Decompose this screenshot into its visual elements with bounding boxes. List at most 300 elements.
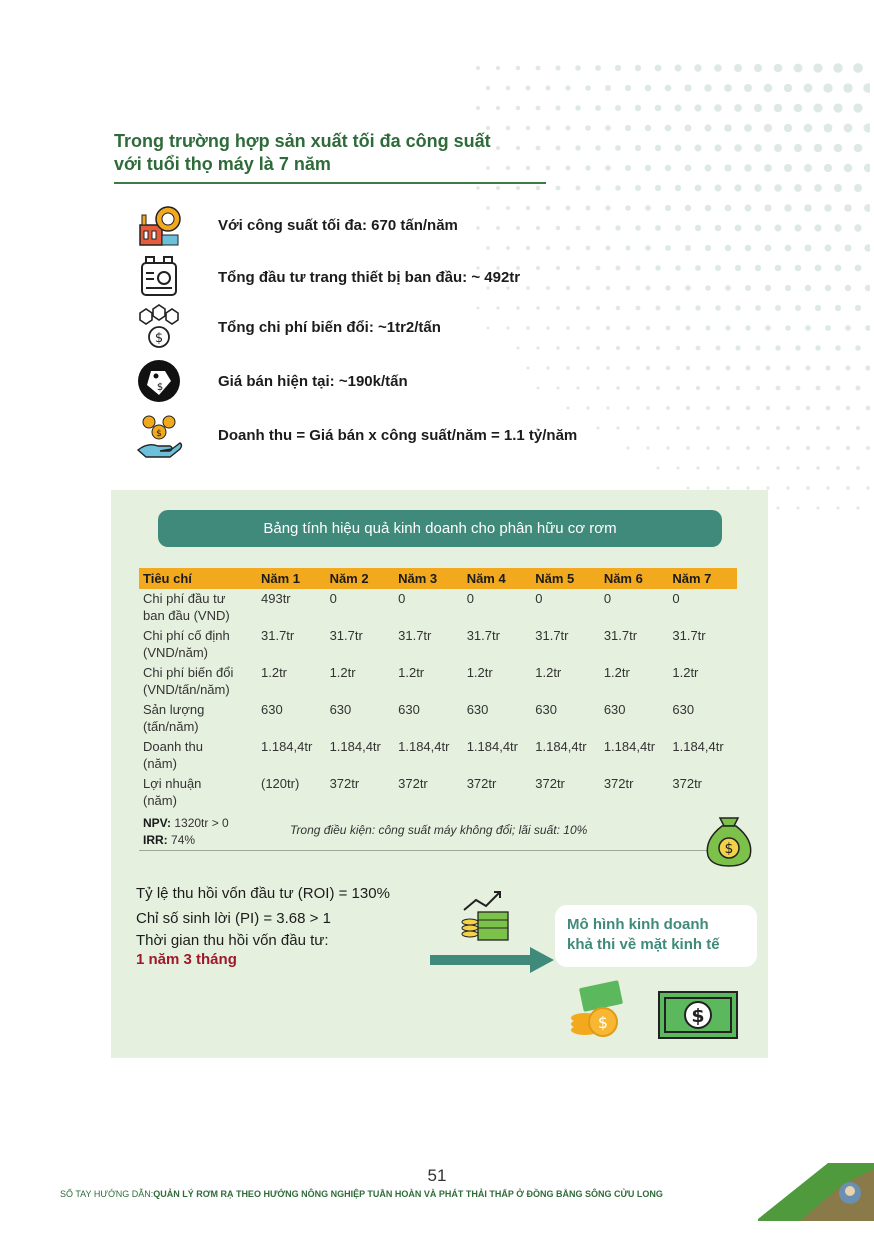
decor-dot [815,345,820,350]
decor-dot [864,204,870,212]
decor-dot [734,64,742,72]
decor-dot [736,426,740,430]
decor-dot [854,224,861,231]
corner-field-photo-decoration [758,1163,874,1221]
decor-dot [715,265,721,271]
criterion-line-2: (VND/tấn/năm) [143,682,230,697]
decor-dot [814,144,822,152]
decor-dot [526,86,531,91]
decor-dot [814,224,821,231]
decor-dot [656,306,661,311]
decor-dot [826,406,831,411]
fact-text: Tổng chi phí biến đổi: ~1tr2/tấn [218,318,441,336]
decor-dot [476,186,480,190]
decor-dot [776,426,780,430]
decor-dot [794,104,803,113]
decor-dot [655,105,662,112]
decor-dot [695,305,700,310]
table-cell: 31.7tr [466,628,500,643]
decor-dot [676,346,681,351]
decor-dot [816,426,820,430]
decor-dot [834,144,843,153]
decor-dot [716,466,719,469]
decor-dot [817,507,820,510]
decor-dot [666,366,670,370]
decor-dot [656,386,660,390]
decor-dot [825,325,831,331]
table-cell: 31.7tr [398,628,432,643]
decor-dot [754,64,762,72]
criterion-line-1: Lợi nhuận [143,776,202,791]
decor-dot [786,366,791,371]
investment-metrics [136,881,390,969]
decor-dot [546,86,551,91]
decor-dot [834,184,842,192]
decor-dot [695,185,702,192]
criterion-line-2: ban đầu (VND) [143,608,230,623]
npv-value: 1320tr > 0 [174,816,229,830]
decor-dot [776,386,781,391]
decor-dot [824,164,832,172]
decor-dot [814,184,822,192]
decor-dot [656,426,659,429]
decor-dot [805,365,810,370]
cash-coin-icon [567,980,627,1045]
table-cell: 493tr [261,591,291,606]
table-row [139,589,737,626]
decor-dot [724,84,732,92]
decor-dot [645,85,652,92]
decor-dot [656,346,660,350]
heading-divider [114,182,546,184]
table-cell: 630 [603,702,626,717]
payback-value: 1 năm 3 tháng [136,951,237,968]
decor-dot [864,124,871,133]
decor-dot [775,225,782,232]
decor-dot [833,103,842,112]
table-cell: 1.2tr [535,665,562,680]
table-cell: 1.2tr [398,665,425,680]
decor-dot [575,105,580,110]
decor-dot [833,63,842,72]
decor-dot [845,325,851,331]
decor-dot [846,486,849,489]
decor-dot [804,164,812,172]
decor-dot [756,426,760,430]
decor-dot [825,365,830,370]
table-row [139,737,737,774]
svg-text:$: $ [724,841,734,857]
decor-dot [675,145,682,152]
table-cell: 630 [672,702,695,717]
criterion-line-2: (VND/năm) [143,645,209,660]
svg-text:$: $ [154,331,164,346]
decor-dot [784,84,793,93]
decor-dot [706,366,711,371]
header-cell: Năm 6 [600,568,669,589]
criterion-line-1: Sản lượng [143,702,205,717]
table-cell: 1.2tr [672,665,699,680]
decor-dot [744,124,752,132]
decor-dot [804,84,813,93]
row-criterion [139,774,257,811]
row-criterion [139,589,257,626]
table-cell: 0 [466,591,474,606]
max-capacity-icon [130,200,188,250]
criterion-line-1: Chi phí cố định [143,628,230,643]
decor-dot [705,205,712,212]
decor-dot [865,285,870,291]
decor-dot [724,124,732,132]
decor-dot [854,184,862,192]
table-cell: 1.2tr [261,665,288,680]
machine-equipment-icon [130,252,188,302]
decor-dot [736,466,739,469]
decor-dot [745,205,752,212]
dollar-bill-icon [657,990,739,1045]
table-cell: 1.184,4tr [603,739,656,754]
decor-dot [765,245,772,252]
decor-dot [866,406,870,411]
decor-dot [694,64,701,71]
decor-dot [795,265,802,272]
svg-text:$: $ [156,382,164,393]
decor-dot [844,164,852,172]
decor-dot [704,124,711,131]
decor-dot [565,125,570,130]
decor-dot [666,406,670,410]
decor-dot [764,124,772,132]
decor-dot [816,466,820,470]
decor-dot [657,467,660,470]
decor-dot [774,104,782,112]
decor-dot [796,386,801,391]
decor-dot [635,65,641,71]
criterion-line-1: Doanh thu [143,739,203,754]
decor-dot [595,185,600,190]
decor-dot [685,245,691,251]
decor-dot [665,245,671,251]
header-cell: Năm 4 [463,568,532,589]
decor-dot [725,245,731,251]
table-cell: 0 [398,591,406,606]
row-criterion [139,737,257,774]
decor-dot [844,204,852,212]
decor-dot [855,265,862,272]
table-title-banner [158,510,722,547]
decor-dot [836,466,840,470]
table-cell: 1.184,4tr [466,739,519,754]
decor-dot [774,184,782,192]
decor-dot [655,145,661,151]
decor-dot [615,105,621,111]
fact-variable-cost [130,302,650,352]
decor-dot [716,386,720,390]
decor-dot [794,144,802,152]
decor-dot [766,406,770,410]
decor-dot [536,186,541,191]
decor-dot [516,106,521,111]
decor-dot [764,84,772,92]
decor-dot [605,165,611,171]
decor-dot [746,366,751,371]
decor-dot [823,83,832,92]
decor-dot [813,63,822,72]
decor-dot [836,386,841,391]
verdict-line-1: Mô hình kinh doanh [567,916,709,933]
decor-dot [714,64,722,72]
table-row [139,774,737,811]
decor-dot [764,164,772,172]
decor-dot [777,507,780,510]
decor-dot [865,365,870,370]
footer-title [60,1189,663,1199]
decor-dot [814,104,823,113]
decor-dot [605,85,611,91]
fact-text: Với công suất tối đa: 670 tấn/năm [218,216,458,234]
decor-dot [795,305,801,311]
decor-dot [645,125,651,131]
decor-dot [496,106,500,110]
decor-dot [705,165,712,172]
row-criterion [139,626,257,663]
decor-dot [804,124,813,133]
decor-dot [755,225,762,232]
decor-dot [835,305,841,311]
decor-dot [685,165,692,172]
heading-line-2: với tuổi thọ máy là 7 năm [114,154,331,174]
decor-dot [714,144,721,151]
decor-dot [635,145,641,151]
decor-dot [775,305,781,311]
irr-value: 74% [171,833,196,847]
decor-dot [744,164,751,171]
decor-dot [845,285,851,291]
decor-dot [625,125,631,131]
decor-dot [566,166,571,171]
decor-dot [666,446,669,449]
decor-dot [496,186,500,190]
decor-dot [754,144,762,152]
decor-dot [676,426,680,430]
decor-dot [835,265,842,272]
decor-dot [825,285,831,291]
decor-dot [725,285,731,291]
decor-dot [735,305,741,311]
decor-dot [665,165,671,171]
criterion-line-2: (năm) [143,793,177,808]
decor-dot [815,305,821,311]
decor-dot [686,326,691,331]
decor-dot [706,406,710,410]
decor-dot [516,66,521,71]
decor-dot [675,305,680,310]
decor-dot [785,285,791,291]
decor-dot [605,125,611,131]
heading-line-1: Trong trường hợp sản xuất tối đa công suất [114,131,491,151]
table-cell: 1.2tr [603,665,630,680]
decor-dot [816,386,821,391]
decor-dot [796,426,800,430]
decor-dot [575,145,580,150]
table-cell: 0 [672,591,680,606]
decor-dot [745,245,752,252]
table-cell: 1.2tr [466,665,493,680]
npv-line [143,815,229,832]
decor-dot [824,204,832,212]
criterion-line-2: (năm) [143,756,177,771]
decor-dot [556,186,561,191]
decor-dot [774,64,783,73]
decor-dot [696,346,701,351]
header-cell: Năm 5 [531,568,600,589]
decor-dot [687,487,690,490]
section-heading [114,130,554,176]
table-cell: 0 [535,591,543,606]
decor-dot [675,185,681,191]
decor-dot [695,265,701,271]
decor-dot [834,224,841,231]
decor-dot [755,265,761,271]
decor-dot [675,265,681,271]
decor-dot [585,125,591,131]
decor-dot [744,84,752,92]
decor-dot [866,486,869,489]
decor-dot [824,124,833,133]
decor-dot [784,124,792,132]
decor-dot [576,186,581,191]
decor-dot [476,66,480,70]
criterion-line-2: (tấn/năm) [143,719,199,734]
decor-dot [826,446,830,450]
decor-dot [595,65,601,71]
decor-dot [856,426,860,430]
decor-dot [755,345,760,350]
decor-dot [745,325,750,330]
decor-dot [694,104,701,111]
decor-dot [585,165,590,170]
table-header-row [139,568,737,589]
decor-dot [536,66,541,71]
table-bottom-rule [139,850,739,851]
svg-text:$: $ [156,429,162,439]
header-cell: Tiêu chí [139,568,257,589]
decor-dot [775,345,780,350]
table-cell: 372tr [398,776,428,791]
decor-dot [725,205,732,212]
decor-dot [695,225,701,231]
decor-dot [695,145,702,152]
decor-dot [806,446,810,450]
decor-dot [726,366,731,371]
decor-dot [846,446,850,450]
decor-dot [794,64,803,73]
decor-dot [655,65,662,72]
table-cell: 0 [603,591,612,606]
decor-dot [795,345,800,350]
table-cell: 630 [398,702,420,717]
efficiency-table [139,568,737,811]
decor-dot [865,325,870,331]
header-cell: Năm 7 [668,568,737,589]
decor-dot [666,326,671,331]
decor-dot [766,366,771,371]
table-cell: 1.184,4tr [329,739,381,754]
decor-dot [715,225,722,232]
decor-dot [536,106,541,111]
growth-chart-icon [460,888,516,947]
decor-dot [836,426,840,430]
decor-dot [853,63,863,73]
decor-dot [715,185,722,192]
decor-dot [635,185,641,191]
decor-dot [756,386,761,391]
decor-dot [684,84,691,91]
decor-dot [806,406,811,411]
decor-dot [705,325,710,330]
decor-dot [855,345,861,351]
table-cell: 372tr [466,776,497,791]
pi-text: Chỉ số sinh lời (PI) = 3.68 > 1 [136,910,331,927]
table-title: Bảng tính hiệu quả kinh doanh cho phân hữu cơ rơm [263,520,617,537]
table-cell: 1.2tr [329,665,356,680]
criterion-line-1: Chi phí đầu tư [143,591,226,606]
decor-dot [705,285,711,291]
decor-dot [754,104,762,112]
decor-dot [774,144,782,152]
money-bag-icon [700,810,758,873]
criterion-line-1: Chi phí biến đổi [143,665,234,680]
header-cell: Năm 3 [394,568,463,589]
decor-dot [556,146,561,151]
decor-dot [786,446,790,450]
decor-dot [806,486,809,489]
decor-dot [555,65,560,70]
decor-dot [736,386,741,391]
decor-dot [863,83,870,93]
decor-dot [506,86,510,90]
decor-dot [786,486,789,489]
payback-label: Thời gian thu hồi vốn đầu tư: [136,932,329,949]
decor-dot [765,325,771,331]
decor-dot [815,265,822,272]
decor-dot [846,406,851,411]
decor-dot [655,225,661,231]
decor-dot [696,426,700,430]
fact-text: Tổng đầu tư trang thiết bị ban đầu: ~ 492tr [218,268,521,286]
fact-text: Giá bán hiện tại: ~190k/tấn [218,372,408,390]
decor-dot [786,406,790,410]
revenue-hand-icon [130,410,188,460]
decor-dot [785,325,791,331]
roi-text: Tỷ lệ thu hồi vốn đầu tư (ROI) = 130% [136,885,390,902]
decor-dot [655,185,661,191]
decor-dot [746,406,750,410]
decor-dot [686,366,690,370]
decor-dot [805,245,812,252]
decor-dot [754,184,761,191]
table-cell: 31.7tr [329,628,363,643]
decor-dot [716,426,720,430]
decor-dot [866,446,870,450]
decor-dot [585,85,591,91]
decor-dot [615,145,621,151]
decor-dot [805,325,811,331]
decor-dot [686,446,689,449]
decor-dot [724,164,731,171]
decor-dot [794,224,801,231]
decor-dot [715,305,721,311]
